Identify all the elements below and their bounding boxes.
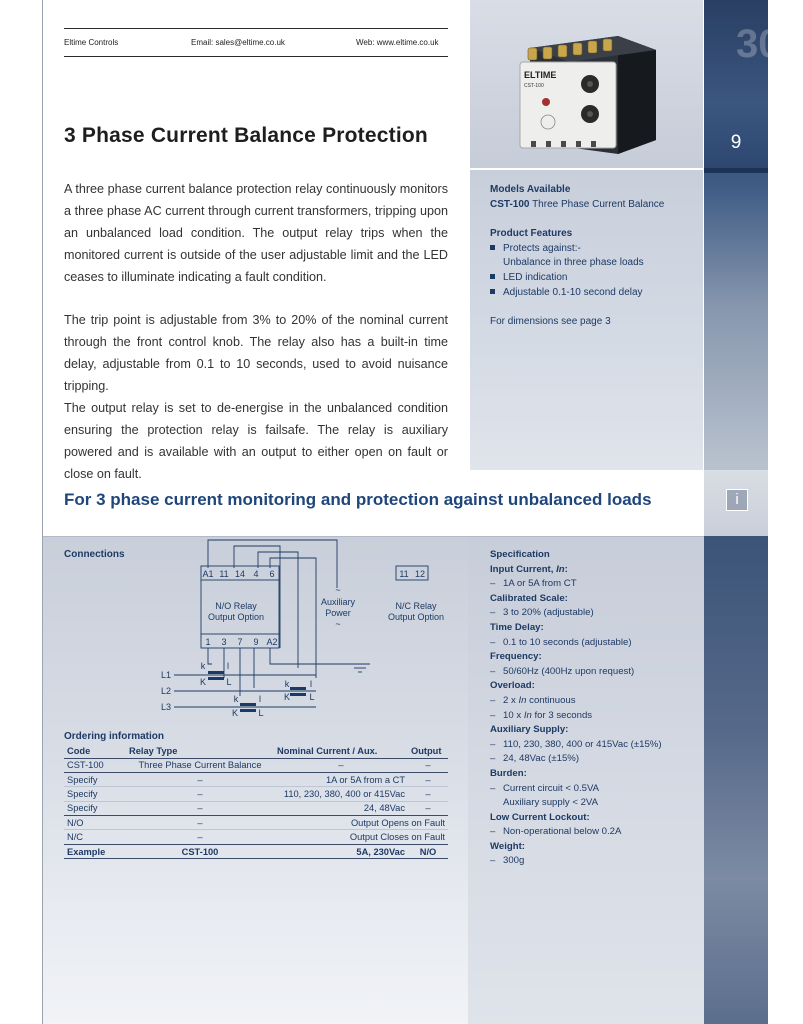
dimensions-note: For dimensions see page 3 (490, 316, 611, 327)
table-cell: N/C (64, 830, 126, 844)
terminal-label: 1 (205, 637, 211, 647)
spec-item-value: – Current circuit < 0.5VA (490, 782, 600, 794)
ct-k-label: k (284, 679, 290, 689)
table-cell: 5A, 230Vac (274, 844, 408, 858)
table-cell: N/O (64, 816, 126, 830)
spec-item-value: – 2 x In continuous (490, 694, 576, 706)
phase-label-l2: L2 (160, 686, 172, 696)
table-cell: 1A or 5A from a CT (274, 772, 408, 786)
table-cell: Specify (64, 772, 126, 786)
feature-item (490, 243, 581, 254)
terminal-label: 6 (269, 569, 275, 579)
header-web: Web: www.eltime.co.uk (356, 38, 439, 47)
header-rule-top (64, 28, 448, 29)
spec-item-heading: Input Current, In: (490, 563, 568, 575)
spec-item-value: – 1A or 5A from CT (490, 578, 577, 590)
aux-power-sub-label: Power (325, 608, 351, 618)
terminal-label: A2 (266, 637, 278, 647)
spec-item-heading: Time Delay: (490, 621, 544, 633)
table-cell: Specify (64, 787, 126, 801)
feature-item (490, 272, 567, 283)
terminal-label: 7 (237, 637, 243, 647)
connections-heading: Connections (64, 549, 125, 560)
relay-brand-text: ELTIME (524, 70, 557, 80)
ct-l-label: l (259, 694, 261, 704)
feature-item-label: Protects against:- (503, 243, 581, 254)
spec-item-heading: Frequency: (490, 651, 542, 663)
spine-ghost-number: 300 (736, 22, 803, 66)
relay-model-text: CST-100 (524, 83, 544, 89)
ct-l-label: l (310, 679, 312, 689)
section-subtitle: For 3 phase current monitoring and protection against unbalanced loads (64, 490, 652, 509)
spec-item-value: – 10 x In for 3 seconds (490, 709, 593, 721)
specification-block (490, 548, 700, 869)
table-cell: – (126, 830, 274, 844)
bullet-icon (490, 289, 495, 294)
ordering-heading: Ordering information (64, 731, 164, 742)
spec-item-heading: Calibrated Scale: (490, 592, 568, 604)
ct-L-label: L (309, 692, 315, 702)
terminal-label: 12 (414, 569, 426, 579)
trip-paragraph: The trip point is adjustable from 3% to 20% of the nominal current through the front control knob. The relay also has a built-in time delay, adjustable from 0.1 to 10 seconds, used to avoid nuisance tripping. (64, 313, 448, 393)
terminal-label: 9 (253, 637, 259, 647)
intro-paragraph: A three phase current balance protection relay continuously monitors a three phase AC current through current transformers, tripping upon an unbalanced load condition. The output relay trips when the monitored current is outside of the user adjustable limit and the LED ceases to illuminate indicating a fault condition. (64, 182, 448, 284)
table-cell: Three Phase Current Balance (126, 758, 274, 772)
connection-diagram (150, 538, 460, 720)
features-heading: Product Features (490, 228, 573, 239)
table-row (64, 772, 448, 786)
spec-item-value: – 110, 230, 380, 400 or 415Vac (±15%) (490, 738, 662, 750)
table-cell: CST-100 (126, 844, 274, 858)
spec-item-value: – 24, 48Vac (±15%) (490, 753, 580, 765)
table-cell: 110, 230, 380, 400 or 415Vac (274, 787, 408, 801)
spine-divider (704, 168, 768, 173)
ct-K-label: K (283, 692, 291, 702)
table-cell: – (126, 787, 274, 801)
table-cell: – (408, 801, 448, 815)
spec-item-value: – 300g (490, 855, 525, 867)
bullet-icon (490, 245, 495, 250)
table-row (64, 758, 448, 772)
no-relay-label: N/O Relay (215, 601, 257, 611)
terminal-label: 11 (219, 569, 229, 579)
table-row-example (64, 844, 448, 858)
models-line (490, 199, 664, 210)
bullet-icon (490, 274, 495, 279)
info-icon: i (726, 489, 748, 511)
feature-item-label: LED indication (503, 272, 568, 283)
spec-item-value: – 3 to 20% (adjustable) (490, 607, 594, 619)
header-company: Eltime Controls (64, 38, 119, 47)
ct-K-label: K (231, 708, 239, 718)
page-number: 9 (730, 132, 742, 153)
model-description: Three Phase Current Balance (532, 199, 665, 210)
table-row (64, 801, 448, 815)
terminal-label: 3 (221, 637, 227, 647)
column-header: Nominal Current / Aux. (274, 744, 408, 758)
table-cell: – (126, 801, 274, 815)
spec-item-heading: Weight: (490, 840, 525, 852)
ordering-table (64, 744, 448, 859)
relay-product-image (518, 22, 658, 152)
table-cell: Specify (64, 801, 126, 815)
table-row (64, 816, 448, 830)
table-cell: – (126, 816, 274, 830)
spec-item-value: Auxiliary supply < 2VA (503, 797, 599, 809)
spec-item-heading: Burden: (490, 767, 527, 779)
feature-item (490, 287, 643, 298)
ct-K-label: K (199, 677, 207, 687)
column-header: Code (64, 744, 126, 758)
column-header: Output (408, 744, 448, 758)
terminal-label: 4 (253, 569, 259, 579)
ct-k-label: k (233, 694, 239, 704)
terminal-label: 11 (399, 569, 409, 579)
header-email: Email: sales@eltime.co.uk (191, 38, 285, 47)
output-paragraph: The output relay is set to de-energise in the unbalanced condition ensuring the protection relay is failsafe. The relay is auxiliary powered and is available with an output to either open on fault or close on fault. (64, 401, 448, 481)
table-cell: – (408, 758, 448, 772)
model-code: CST-100 (490, 199, 530, 210)
phase-label-l1: L1 (160, 670, 172, 680)
spec-item-value: – Non-operational below 0.2A (490, 826, 622, 838)
terminal-label: A1 (202, 569, 214, 579)
table-cell: – (408, 772, 448, 786)
terminal-label: 14 (234, 569, 246, 579)
spec-item-value: – 50/60Hz (400Hz upon request) (490, 665, 635, 677)
ct-L-label: L (258, 708, 264, 718)
nc-relay-label: N/C Relay (395, 601, 437, 611)
spine-lower-band (704, 536, 768, 1024)
table-cell: Example (64, 844, 126, 858)
spec-item-value: – 0.1 to 10 seconds (adjustable) (490, 636, 632, 648)
no-relay-sub-label: Output Option (207, 612, 265, 622)
ct-L-label: L (226, 677, 232, 687)
ct-l-label: l (227, 661, 229, 671)
table-header-row (64, 744, 448, 758)
feature-sub-item: Unbalance in three phase loads (503, 257, 644, 268)
table-cell: CST-100 (64, 758, 126, 772)
models-heading: Models Available (490, 184, 571, 195)
table-row (64, 787, 448, 801)
spec-item-heading: Overload: (490, 680, 535, 692)
spec-item-heading: Auxiliary Supply: (490, 724, 569, 736)
column-header: Relay Type (126, 744, 274, 758)
aux-power-label: Auxiliary (320, 597, 356, 607)
table-cell: – (126, 772, 274, 786)
table-cell: – (408, 787, 448, 801)
table-cell: Output Closes on Fault (274, 830, 448, 844)
table-cell: – (274, 758, 408, 772)
phase-label-l3: L3 (160, 702, 172, 712)
spec-heading: Specification (490, 549, 550, 560)
table-cell: N/O (408, 844, 448, 858)
page-title: 3 Phase Current Balance Protection (64, 124, 428, 147)
aux-tilde-top: ~ (335, 585, 341, 595)
nc-relay-sub-label: Output Option (387, 612, 445, 622)
spec-item-heading: Low Current Lockout: (490, 811, 590, 823)
ct-k-label: k (200, 661, 206, 671)
feature-item-label: Adjustable 0.1-10 second delay (503, 287, 643, 298)
table-cell: 24, 48Vac (274, 801, 408, 815)
table-cell: Output Opens on Fault (274, 816, 448, 830)
aux-tilde-bottom: ~ (335, 619, 341, 629)
table-row (64, 830, 448, 844)
header-rule-bottom (64, 56, 448, 57)
